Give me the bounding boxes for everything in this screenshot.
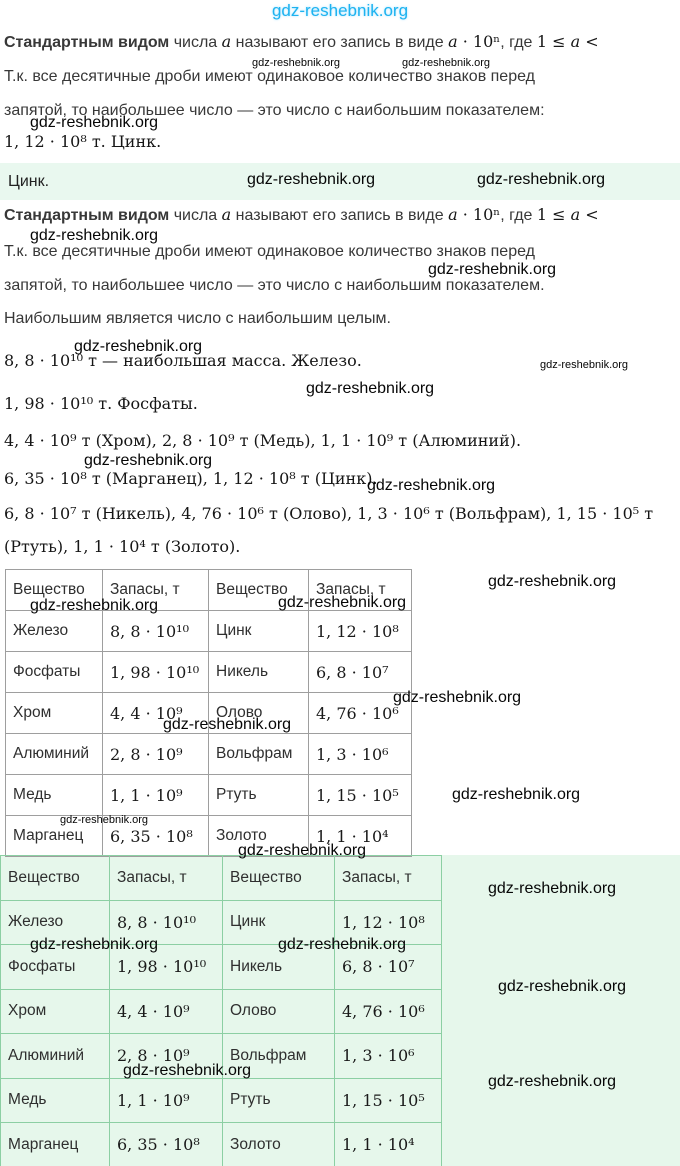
header-substance: Вещество: [223, 856, 335, 901]
mass-line-nickel-tin-tungsten: 6, 8 · 10⁷ т (Никель), 4, 76 · 10⁶ т (Олово), 1, 3 · 10⁶ т (Вольфрам), 1, 15 · 10⁵ т: [4, 504, 654, 523]
reserves-cell: 6, 35 · 10⁸: [103, 816, 209, 857]
table-row: [1, 989, 442, 1034]
math-inequality: <: [580, 32, 599, 51]
reserves-cell: 1, 3 · 10⁶: [335, 1034, 442, 1079]
substance-cell: Марганец: [6, 816, 103, 857]
substance-cell: Алюминий: [1, 1034, 110, 1079]
mass-line-chrome-copper-aluminium: 4, 4 · 10⁹ т (Хром), 2, 8 · 10⁹ т (Медь), 1, 1 · 10⁹ т (Алюминий).: [4, 431, 522, 450]
watermark: gdz-reshebnik.org: [488, 880, 617, 897]
mass-line-manganese-zinc: 6, 35 · 10⁸ т (Марганец), 1, 12 · 10⁸ т (Цинк).: [4, 469, 378, 488]
intro-paragraph-2: [4, 205, 599, 225]
table-header-row: [1, 856, 442, 901]
header-substance: Вещество: [6, 570, 103, 611]
header-reserves: Запасы, т: [103, 570, 209, 611]
watermark: gdz-reshebnik.org: [367, 477, 496, 494]
math-var-a: a: [221, 32, 232, 51]
substance-cell: Вольфрам: [223, 1034, 335, 1079]
reserves-cell: 4, 4 · 10⁹: [110, 989, 223, 1034]
header-reserves: Запасы, т: [335, 856, 442, 901]
table-row: [6, 734, 412, 775]
intro-term: Стандартным видом: [4, 207, 170, 224]
substance-cell: Олово: [209, 693, 309, 734]
watermark: gdz-reshebnik.org: [238, 842, 367, 859]
substance-cell: Медь: [6, 775, 103, 816]
substance-cell: Ртуть: [223, 1078, 335, 1123]
math-inequality: 1 ≤: [536, 32, 571, 51]
watermark: gdz-reshebnik.org: [488, 573, 617, 590]
reserves-cell: 1, 98 · 10¹⁰: [103, 652, 209, 693]
reserves-cell: 8, 8 · 10¹⁰: [110, 900, 223, 945]
watermark: gdz-reshebnik.org: [60, 814, 149, 826]
reserves-table-green: [0, 855, 442, 1166]
watermark: gdz-reshebnik.org: [84, 452, 213, 469]
header-reserves: Запасы, т: [309, 570, 412, 611]
watermark: gdz-reshebnik.org: [163, 716, 292, 733]
watermark: gdz-reshebnik.org: [247, 171, 376, 188]
reserves-cell: 1, 12 · 10⁸: [335, 900, 442, 945]
reserves-cell: 4, 4 · 10⁹: [103, 693, 209, 734]
substance-cell: Никель: [223, 945, 335, 990]
solution2-line1: Т.к. все десятичные дроби имеют одинаковое количество знаков перед: [4, 243, 535, 260]
intro-text: называют его запись в виде: [231, 34, 449, 51]
site-title-watermark: gdz-reshebnik.org: [271, 1, 409, 20]
watermark: gdz-reshebnik.org: [428, 261, 557, 278]
reserves-cell: 1, 1 · 10⁹: [110, 1078, 223, 1123]
watermark: gdz-reshebnik.org: [30, 597, 159, 614]
mass-line-phosphates: 1, 98 · 10¹⁰ т. Фосфаты.: [4, 394, 198, 413]
substance-cell: Хром: [1, 989, 110, 1034]
watermark: gdz-reshebnik.org: [477, 171, 606, 188]
solution1-line2: запятой, то наибольшее число — это число с наибольшим показателем:: [4, 102, 545, 119]
intro-text: , где: [500, 34, 537, 51]
watermark: gdz-reshebnik.org: [30, 227, 159, 244]
table-row: [6, 611, 412, 652]
substance-cell: Цинк: [209, 611, 309, 652]
substance-cell: Марганец: [1, 1123, 110, 1166]
watermark: gdz-reshebnik.org: [30, 936, 159, 953]
solution2-line2: запятой, то наибольшее число — это число с наибольшим показателем.: [4, 277, 545, 294]
math-var-a: a: [570, 32, 581, 51]
intro-text: , где: [500, 207, 537, 224]
substance-cell: Вольфрам: [209, 734, 309, 775]
watermark: gdz-reshebnik.org: [30, 114, 159, 131]
math-var-a: a: [221, 205, 232, 224]
reserves-cell: 6, 8 · 10⁷: [309, 652, 412, 693]
substance-cell: Фосфаты: [6, 652, 103, 693]
substance-cell: Цинк: [223, 900, 335, 945]
reserves-cell: 1, 98 · 10¹⁰: [110, 945, 223, 990]
watermark: gdz-reshebnik.org: [402, 57, 491, 69]
math-power: · 10ⁿ: [457, 32, 501, 51]
header-reserves: Запасы, т: [110, 856, 223, 901]
reserves-cell: 1, 1 · 10⁴: [309, 816, 412, 857]
reserves-cell: 6, 35 · 10⁸: [110, 1123, 223, 1166]
reserves-cell: 2, 8 · 10⁹: [103, 734, 209, 775]
reserves-cell: 4, 76 · 10⁶: [335, 989, 442, 1034]
watermark: gdz-reshebnik.org: [74, 338, 203, 355]
solution1-answer-math: 1, 12 · 10⁸ т. Цинк.: [4, 132, 162, 151]
answer-label: Цинк.: [8, 173, 50, 190]
reserves-cell: 1, 1 · 10⁹: [103, 775, 209, 816]
table-row: [1, 1123, 442, 1166]
substance-cell: Олово: [223, 989, 335, 1034]
reserves-cell: 1, 15 · 10⁵: [309, 775, 412, 816]
math-inequality: 1 ≤: [536, 205, 571, 224]
mass-line-mercury-gold: (Ртуть), 1, 1 · 10⁴ т (Золото).: [4, 537, 241, 556]
watermark: gdz-reshebnik.org: [278, 936, 407, 953]
substance-cell: Ртуть: [209, 775, 309, 816]
mass-line-iron: 8, 8 · 10¹⁰ т — наибольшая масса. Железо.: [4, 351, 362, 370]
math-var-a: a: [570, 205, 581, 224]
watermark: gdz-reshebnik.org: [488, 1073, 617, 1090]
header-substance: Вещество: [1, 856, 110, 901]
substance-cell: Железо: [6, 611, 103, 652]
substance-cell: Хром: [6, 693, 103, 734]
reserves-cell: 6, 8 · 10⁷: [335, 945, 442, 990]
substance-cell: Золото: [209, 816, 309, 857]
math-inequality: <: [580, 205, 599, 224]
intro-paragraph-1: [4, 32, 599, 52]
watermark: gdz-reshebnik.org: [540, 359, 629, 371]
reserves-cell: 1, 12 · 10⁸: [309, 611, 412, 652]
substance-cell: Алюминий: [6, 734, 103, 775]
intro-text: числа: [169, 207, 222, 224]
solution2-line3: Наибольшим является число с наибольшим целым.: [4, 310, 391, 327]
math-power: · 10ⁿ: [457, 205, 501, 224]
reserves-cell: 1, 1 · 10⁴: [335, 1123, 442, 1166]
watermark: gdz-reshebnik.org: [278, 594, 407, 611]
watermark: gdz-reshebnik.org: [252, 57, 341, 69]
table-row: [6, 775, 412, 816]
intro-text: называют его запись в виде: [231, 207, 449, 224]
intro-text: числа: [169, 34, 222, 51]
substance-cell: Железо: [1, 900, 110, 945]
substance-cell: Фосфаты: [1, 945, 110, 990]
table-row: [1, 1078, 442, 1123]
math-var-a: a: [448, 32, 458, 51]
substance-cell: Никель: [209, 652, 309, 693]
reserves-cell: 2, 8 · 10⁹: [110, 1034, 223, 1079]
watermark: gdz-reshebnik.org: [306, 380, 435, 397]
reserves-cell: 4, 76 · 10⁶: [309, 693, 412, 734]
math-var-a: a: [448, 205, 458, 224]
watermark: gdz-reshebnik.org: [393, 689, 522, 706]
watermark: gdz-reshebnik.org: [452, 786, 581, 803]
watermark: gdz-reshebnik.org: [123, 1062, 252, 1079]
watermark: gdz-reshebnik.org: [498, 978, 627, 995]
solution1-line1: Т.к. все десятичные дроби имеют одинаковое количество знаков перед: [4, 68, 535, 85]
intro-term: Стандартным видом: [4, 34, 170, 51]
table-row: [6, 652, 412, 693]
substance-cell: Золото: [223, 1123, 335, 1166]
header-substance: Вещество: [209, 570, 309, 611]
reserves-cell: 8, 8 · 10¹⁰: [103, 611, 209, 652]
substance-cell: Медь: [1, 1078, 110, 1123]
reserves-cell: 1, 15 · 10⁵: [335, 1078, 442, 1123]
reserves-cell: 1, 3 · 10⁶: [309, 734, 412, 775]
